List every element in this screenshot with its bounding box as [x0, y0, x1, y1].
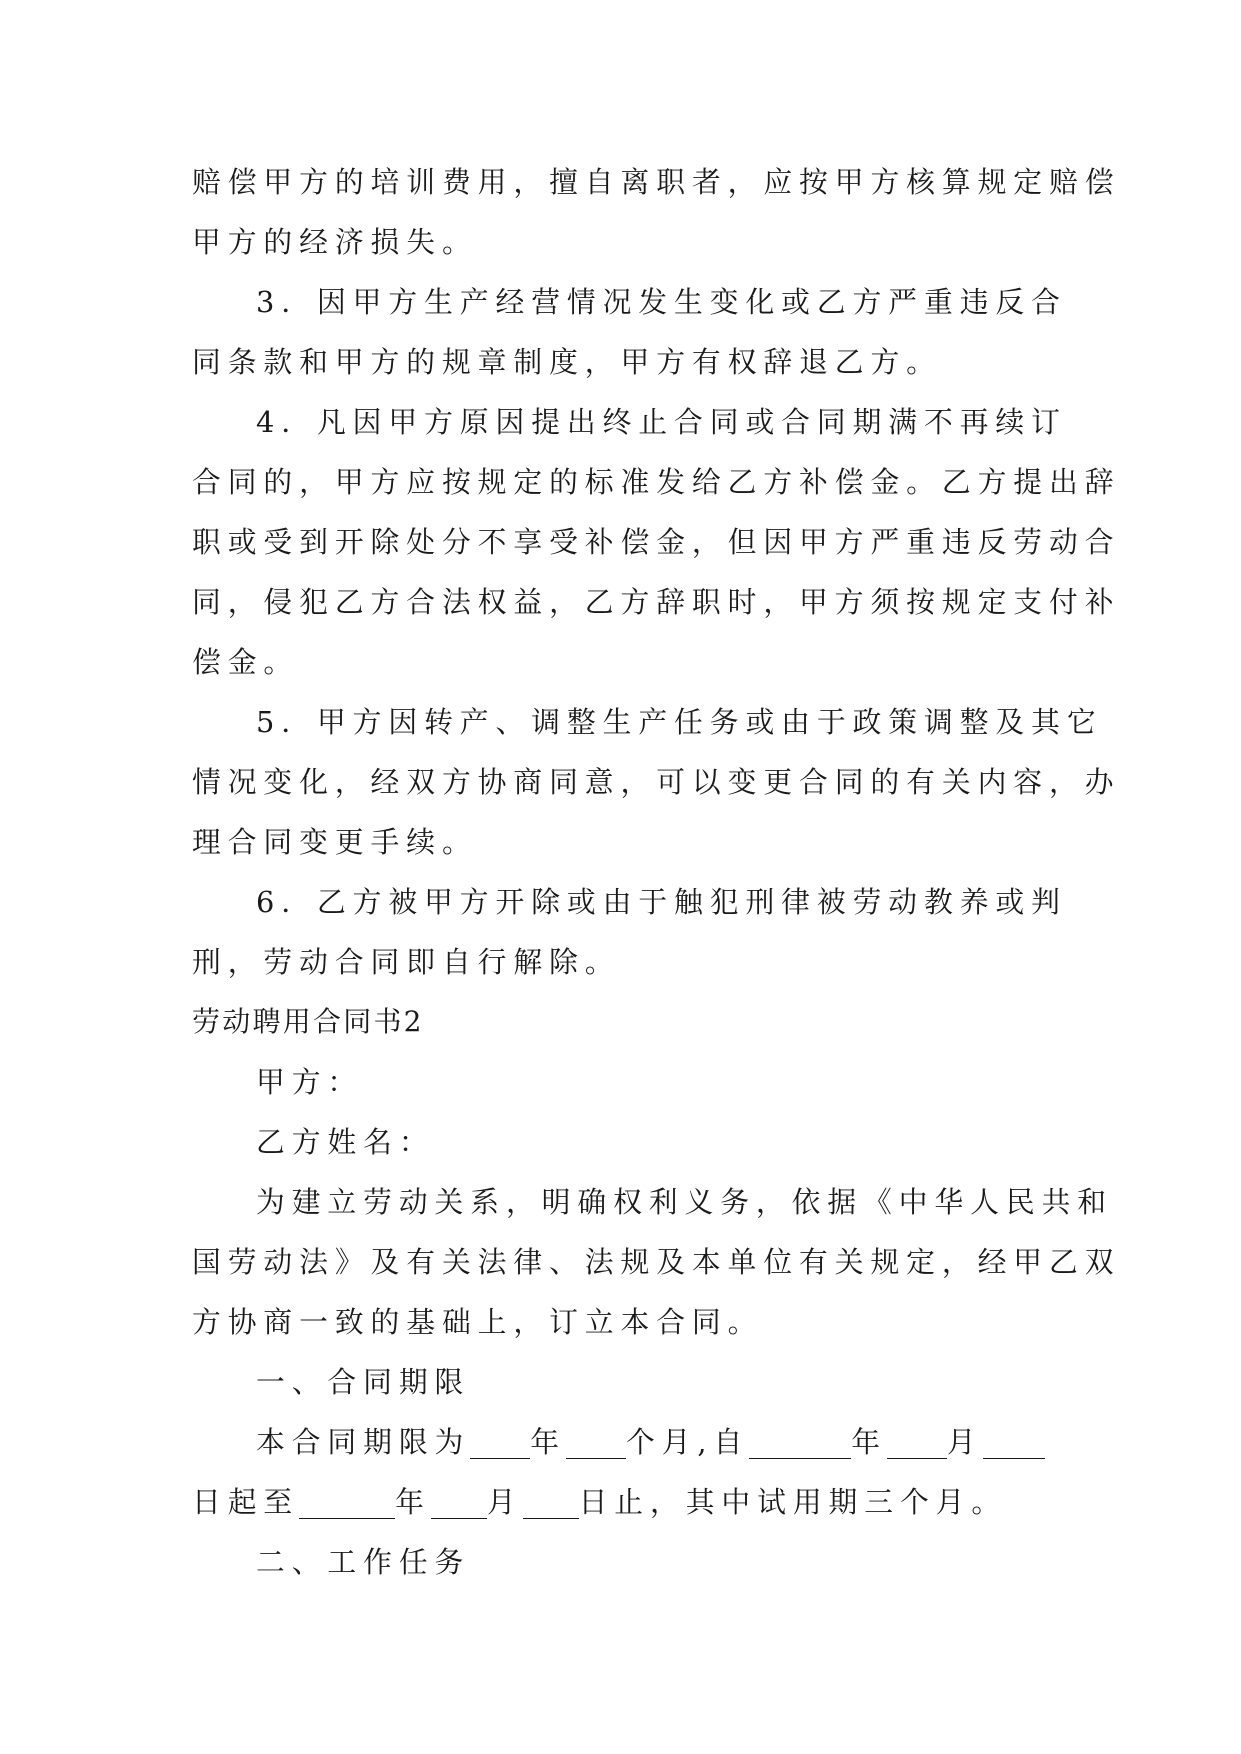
preamble-line: 国劳动法》及有关法律、法规及本单位有关规定，经甲乙双 — [192, 1245, 1121, 1279]
section-1-heading: 一、合同期限 — [256, 1365, 471, 1399]
end-month-blank[interactable] — [431, 1480, 487, 1519]
paragraph-line: 理合同变更手续。 — [192, 825, 478, 859]
end-day-blank[interactable] — [523, 1480, 579, 1519]
paragraph-line: 合同的，甲方应按规定的标准发给乙方补偿金。乙方提出辞 — [192, 465, 1121, 499]
paragraph-line: 情况变化，经双方协商同意，可以变更合同的有关内容，办 — [192, 765, 1121, 799]
preamble-line: 方协商一致的基础上，订立本合同。 — [192, 1305, 764, 1339]
term-text: 月 — [946, 1425, 983, 1459]
term-text: 月 — [486, 1485, 523, 1519]
term-text: 年 — [851, 1425, 887, 1459]
term-text: 本合同期限为 — [256, 1425, 471, 1459]
preamble-line: 为建立劳动关系，明确权利义务，依据《中华人民共和 — [256, 1185, 1114, 1219]
term-text: 日起至 — [192, 1485, 300, 1519]
clause-5-line: 5．甲方因转产、调整生产任务或由于政策调整及其它 — [256, 705, 1103, 739]
paragraph-line: 同，侵犯乙方合法权益，乙方辞职时，甲方须按规定支付补 — [192, 585, 1121, 619]
start-day-blank[interactable] — [983, 1420, 1045, 1459]
term-text: 年 — [530, 1425, 566, 1459]
clause-4-line: 4．凡因甲方原因提出终止合同或合同期满不再续订 — [256, 405, 1067, 439]
section-2-heading: 二、工作任务 — [256, 1545, 471, 1579]
contract-title: 劳动聘用合同书2 — [192, 1005, 424, 1038]
document-page — [192, 152, 1121, 1592]
contract-term-line-2 — [192, 1472, 1052, 1532]
months-blank[interactable] — [566, 1420, 626, 1459]
paragraph-line: 同条款和甲方的规章制度，甲方有权辞退乙方。 — [192, 345, 942, 379]
term-text: 年 — [395, 1485, 431, 1519]
paragraph-line: 赔偿甲方的培训费用，擅自离职者，应按甲方核算规定赔偿 — [192, 165, 1121, 199]
party-b-label: 乙方姓名： — [256, 1125, 435, 1159]
contract-term-line-1 — [192, 1412, 1052, 1472]
years-blank[interactable] — [470, 1420, 530, 1459]
term-text: 个月,自 — [625, 1425, 750, 1459]
end-year-blank[interactable] — [299, 1480, 395, 1519]
party-a-label: 甲方： — [256, 1065, 364, 1099]
paragraph-line: 甲方的经济损失。 — [192, 225, 478, 259]
paragraph-line: 职或受到开除处分不享受补偿金，但因甲方严重违反劳动合 — [192, 525, 1121, 559]
paragraph-line: 偿金。 — [192, 645, 300, 679]
paragraph-line: 刑，劳动合同即自行解除。 — [192, 945, 621, 979]
start-year-blank[interactable] — [749, 1420, 851, 1459]
term-text: 日止，其中试用期三个月。 — [578, 1485, 1008, 1519]
clause-6-line: 6．乙方被甲方开除或由于触犯刑律被劳动教养或判 — [256, 885, 1067, 919]
start-month-blank[interactable] — [887, 1420, 947, 1459]
clause-3-line: 3．因甲方生产经营情况发生变化或乙方严重违反合 — [256, 285, 1067, 319]
